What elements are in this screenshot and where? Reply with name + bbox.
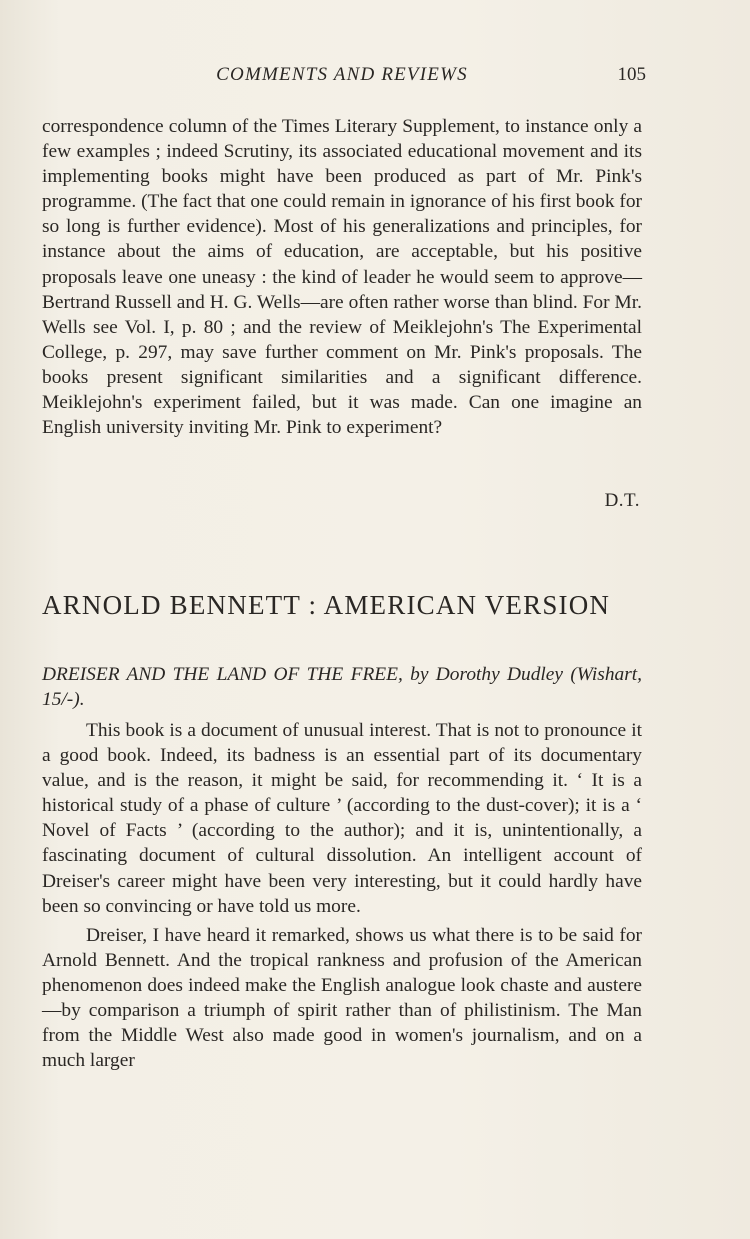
section-title: ARNOLD BENNETT : AMERICAN VERSION (42, 590, 611, 620)
review-paragraph: correspondence column of the Times Literary Supplement, to instance only a few examples ; indeed Scrutiny, its associated educational movement and its implementing books might have been produced as part of Mr. Pink's programme. (The fact that one could remain in ignorance of his first book for so long is further evidence). Most of his generalizations and principles, for instance about the aims of education, are acceptable, but his positive proposals leave one uneasy : the kind of leader he would seem to approve—Bertrand Russell and H. G. Wells—are often rather worse than blind. For Mr. Wells see Vol. I, p. 80 ; and the review of Meiklejohn's The Experimental College, p. 297, may save further comment on Mr. Pink's proposals. The books present significant similarities and a significant difference. Meiklejohn's experiment failed, but it was made. Can one imagine an English university inviting Mr. Pink to experiment? (42, 116, 642, 439)
book-citation: DREISER AND THE LAND OF THE FREE, by Dorothy Dudley (Wishart, 15/-). (42, 664, 642, 710)
review-paragraph: Dreiser, I have heard it remarked, shows us what there is to be said for Arnold Bennett. And the tropical rankness and profusion of the American phenomenon does indeed make the English analogue look chaste and austere—by comparison a triumph of spirit rather than of philistinism. The Man from the Middle West also made good in women's journalism, and on a much larger (42, 924, 642, 1072)
running-header (42, 64, 646, 88)
review-continuation (42, 114, 642, 440)
page-number: 105 (617, 64, 646, 85)
running-title: COMMENTS AND REVIEWS (216, 64, 468, 85)
review-body (42, 718, 642, 1073)
reviewer-signature: D.T. (604, 490, 640, 511)
review-paragraph: This book is a document of unusual interest. That is not to pronounce it a good book. Indeed, its badness is an essential part of its documentary value, and is the reason, it might be said, for recommending it. ‘ It is a historical study of a phase of culture ’ (according to the dust-cover); it is a ‘ Novel of Facts ’ (according to the author); and it is, unintentionally, a fascinating document of cultural dissolution. An intelligent account of Dreiser's career might have been very interesting, but it could hardly have been so convincing or have told us more. (42, 720, 642, 917)
